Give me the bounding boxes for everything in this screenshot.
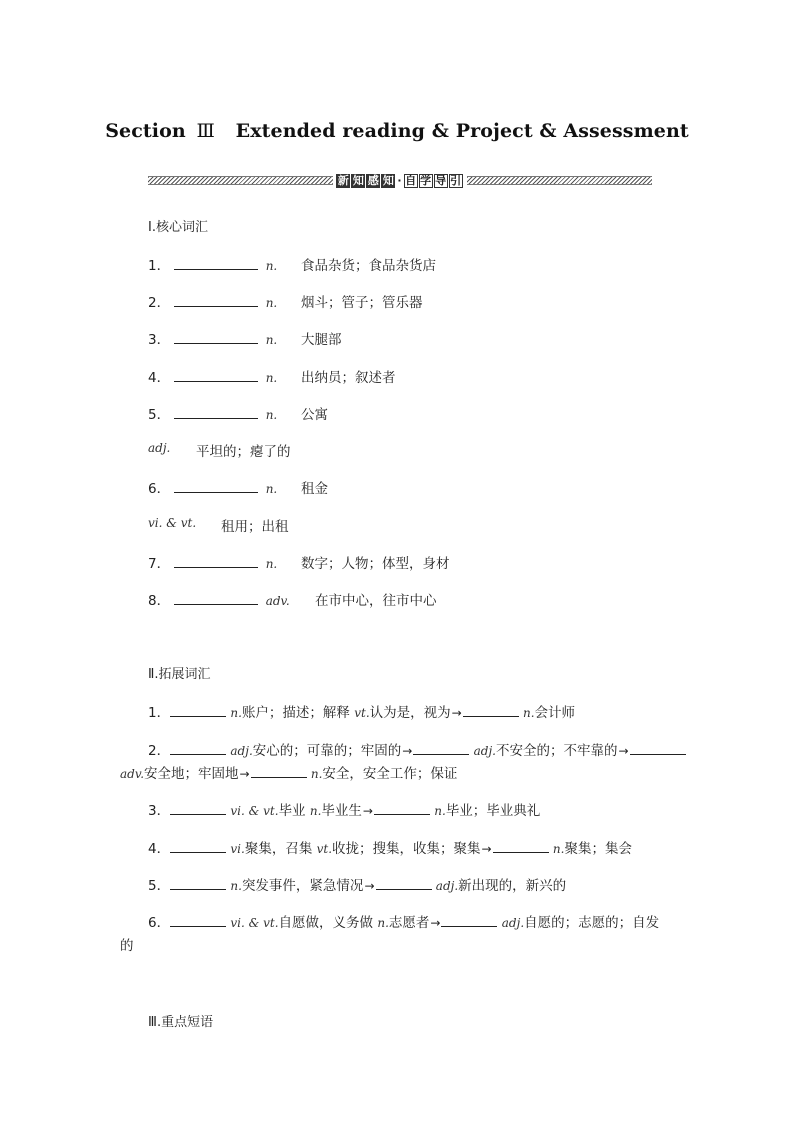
answer-blank[interactable] bbox=[170, 802, 226, 815]
item-meaning: 聚集，召集 bbox=[244, 841, 313, 857]
part-of-speech: vt. bbox=[354, 706, 370, 720]
answer-blank[interactable] bbox=[170, 742, 226, 755]
banner-char: 自 bbox=[405, 173, 417, 187]
item-meaning: 突发事件，紧急情况 bbox=[241, 878, 364, 894]
part-of-speech: n. bbox=[310, 767, 323, 781]
extended-vocab-item bbox=[148, 837, 632, 857]
item-meaning: 的 bbox=[120, 938, 134, 954]
item-number: 1． bbox=[148, 705, 171, 721]
item-number: 3． bbox=[148, 332, 171, 348]
core-vocab-item bbox=[148, 291, 423, 311]
answer-blank[interactable] bbox=[170, 840, 226, 853]
item-meaning: 认为是，视为 bbox=[369, 705, 451, 721]
item-meaning: 租金 bbox=[301, 481, 328, 497]
item-meaning: 聚集；集会 bbox=[564, 841, 632, 857]
part-of-speech: n. bbox=[265, 296, 278, 310]
item-meaning: 数字；人物；体型，身材 bbox=[301, 556, 450, 572]
banner-label bbox=[336, 174, 463, 188]
part-of-speech: vi. & vt. bbox=[230, 804, 279, 818]
item-meaning: 在市中心，往市中心 bbox=[315, 593, 437, 609]
answer-blank[interactable] bbox=[374, 802, 430, 815]
part-of-speech: adv. bbox=[120, 767, 145, 781]
derivation-arrow: → bbox=[451, 706, 462, 720]
item-number: 5． bbox=[148, 407, 171, 423]
banner-left-hatch bbox=[148, 176, 333, 185]
part-of-speech: vi. bbox=[230, 842, 245, 856]
part-of-speech: n. bbox=[523, 706, 535, 720]
item-meaning: 会计师 bbox=[534, 705, 576, 721]
item-meaning: 公寓 bbox=[301, 407, 328, 423]
core-vocab-heading: Ⅰ.核心词汇 bbox=[148, 220, 208, 235]
answer-blank[interactable] bbox=[170, 877, 226, 890]
part-of-speech: n. bbox=[265, 557, 278, 571]
part-of-speech: n. bbox=[552, 842, 565, 856]
banner-char: 学 bbox=[420, 173, 432, 187]
item-meaning: 收拢；搜集，收集；聚集 bbox=[332, 841, 481, 857]
core-vocab-item bbox=[148, 328, 342, 348]
part-of-speech: n. bbox=[265, 259, 278, 273]
item-meaning: 大腿部 bbox=[301, 332, 342, 348]
key-phrases-heading: Ⅲ.重点短语 bbox=[148, 1015, 214, 1030]
core-vocab-subitem bbox=[148, 515, 289, 535]
derivation-arrow: → bbox=[362, 804, 373, 818]
banner-separator: · bbox=[397, 174, 402, 187]
part-of-speech: n. bbox=[230, 879, 242, 893]
banner-char: 引 bbox=[450, 173, 462, 187]
item-meaning: 自愿的；志愿的；自发 bbox=[524, 915, 660, 931]
extended-vocab-item-continued bbox=[120, 762, 457, 782]
title-section: Section bbox=[105, 120, 186, 142]
part-of-speech: n. bbox=[265, 482, 278, 496]
part-of-speech: adj. bbox=[435, 879, 459, 893]
part-of-speech: vi. & vt. bbox=[230, 916, 279, 930]
derivation-arrow: → bbox=[364, 879, 375, 893]
item-meaning: 毕业 bbox=[278, 803, 306, 819]
core-vocab-item bbox=[148, 366, 396, 386]
answer-blank[interactable] bbox=[174, 406, 258, 419]
core-vocab-item bbox=[148, 589, 437, 609]
core-vocab-item bbox=[148, 552, 450, 572]
answer-blank[interactable] bbox=[463, 704, 519, 717]
answer-blank[interactable] bbox=[174, 480, 258, 493]
answer-blank[interactable] bbox=[493, 840, 549, 853]
item-meaning: 不安全的；不牢靠的 bbox=[496, 743, 618, 759]
banner-char: 新 bbox=[337, 173, 349, 187]
extended-vocab-heading: Ⅱ.拓展词汇 bbox=[148, 667, 211, 682]
answer-blank[interactable] bbox=[174, 257, 258, 270]
item-number: 3． bbox=[148, 803, 171, 819]
part-of-speech: vi. & vt. bbox=[148, 516, 197, 530]
answer-blank[interactable] bbox=[630, 742, 686, 755]
item-meaning: 毕业生 bbox=[321, 803, 362, 819]
core-vocab-item bbox=[148, 477, 328, 497]
part-of-speech: adj. bbox=[501, 916, 525, 930]
item-meaning: 出纳员；叙述者 bbox=[301, 370, 396, 386]
answer-blank[interactable] bbox=[174, 331, 258, 344]
answer-blank[interactable] bbox=[174, 294, 258, 307]
answer-blank[interactable] bbox=[174, 369, 258, 382]
extended-vocab-item bbox=[148, 739, 686, 759]
extended-vocab-item bbox=[148, 701, 575, 721]
item-number: 7． bbox=[148, 556, 171, 572]
banner-char: 感 bbox=[367, 173, 379, 187]
part-of-speech: adv. bbox=[265, 594, 290, 608]
item-meaning: 安全，安全工作；保证 bbox=[322, 766, 458, 782]
item-number: 4． bbox=[148, 841, 171, 857]
part-of-speech: adj. bbox=[230, 744, 253, 758]
extended-vocab-item bbox=[148, 911, 659, 931]
part-of-speech: n. bbox=[265, 371, 278, 385]
item-meaning: 烟斗；管子；管乐器 bbox=[301, 295, 423, 311]
item-meaning: 账户；描述；解释 bbox=[241, 705, 350, 721]
answer-blank[interactable] bbox=[251, 765, 307, 778]
answer-blank[interactable] bbox=[174, 592, 258, 605]
part-of-speech: n. bbox=[265, 333, 278, 347]
item-meaning: 新出现的，新兴的 bbox=[458, 878, 567, 894]
item-meaning: 安心的；可靠的；牢固的 bbox=[252, 743, 402, 759]
item-meaning: 平坦的；瘪了的 bbox=[196, 444, 291, 460]
derivation-arrow: → bbox=[402, 744, 413, 758]
item-meaning: 毕业；毕业典礼 bbox=[445, 803, 541, 819]
answer-blank[interactable] bbox=[174, 555, 258, 568]
item-number: 5． bbox=[148, 878, 171, 894]
part-of-speech: n. bbox=[230, 706, 242, 720]
title-roman-numeral: Ⅲ bbox=[196, 120, 215, 142]
extended-vocab-item bbox=[148, 799, 540, 819]
item-meaning: 安全地；牢固地 bbox=[144, 766, 239, 782]
item-number: 8． bbox=[148, 593, 171, 609]
section-banner bbox=[148, 173, 652, 188]
part-of-speech: adj. bbox=[473, 744, 496, 758]
core-vocab-item bbox=[148, 254, 436, 274]
banner-char: 导 bbox=[435, 173, 447, 187]
item-meaning: 自愿做，义务做 bbox=[278, 915, 374, 931]
part-of-speech: n. bbox=[309, 804, 322, 818]
answer-blank[interactable] bbox=[413, 742, 469, 755]
part-of-speech: n. bbox=[377, 916, 389, 930]
part-of-speech: n. bbox=[265, 408, 278, 422]
answer-blank[interactable] bbox=[441, 914, 497, 927]
item-meaning: 食品杂货；食品杂货店 bbox=[301, 258, 436, 274]
item-number: 2． bbox=[148, 743, 171, 759]
item-meaning: 志愿者 bbox=[388, 915, 430, 931]
banner-char: 知 bbox=[382, 173, 394, 187]
title-subtitle: Extended reading & Project & Assessment bbox=[235, 120, 689, 142]
banner-char: 知 bbox=[352, 173, 364, 187]
derivation-arrow: → bbox=[481, 842, 492, 856]
derivation-arrow: → bbox=[239, 767, 250, 781]
item-number: 1． bbox=[148, 258, 171, 274]
extended-vocab-item bbox=[148, 874, 566, 894]
core-vocab-subitem bbox=[148, 440, 291, 460]
derivation-arrow: → bbox=[430, 916, 441, 930]
part-of-speech: vt. bbox=[316, 842, 333, 856]
item-number: 4． bbox=[148, 370, 171, 386]
item-number: 6． bbox=[148, 915, 171, 931]
answer-blank[interactable] bbox=[170, 704, 226, 717]
extended-vocab-item-continued bbox=[120, 934, 134, 954]
item-meaning: 租用；出租 bbox=[221, 519, 289, 535]
item-number: 6． bbox=[148, 481, 171, 497]
part-of-speech: adj. bbox=[148, 441, 171, 455]
page-title bbox=[0, 120, 794, 142]
core-vocab-item bbox=[148, 403, 328, 423]
banner-right-hatch bbox=[467, 176, 652, 185]
item-number: 2． bbox=[148, 295, 171, 311]
derivation-arrow: → bbox=[618, 744, 629, 758]
part-of-speech: n. bbox=[434, 804, 446, 818]
answer-blank[interactable] bbox=[376, 877, 432, 890]
answer-blank[interactable] bbox=[170, 914, 226, 927]
